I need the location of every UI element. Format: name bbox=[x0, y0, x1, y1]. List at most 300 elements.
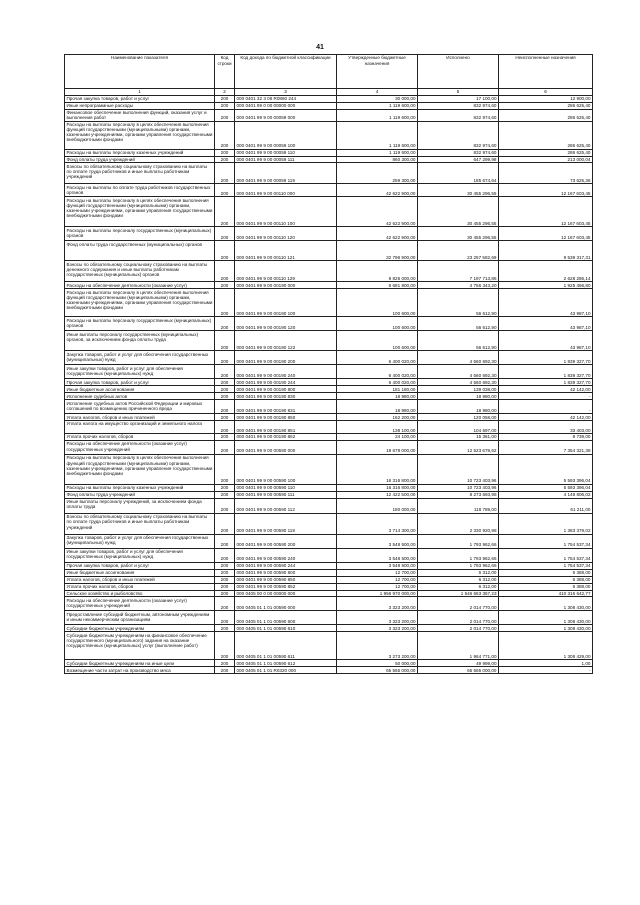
row-approved: 259 300,00 bbox=[337, 163, 418, 184]
table-row bbox=[65, 379, 593, 386]
table-row bbox=[65, 597, 593, 611]
row-executed: 6 312,00 bbox=[418, 583, 499, 590]
row-line-code: 200 bbox=[215, 534, 235, 548]
row-name: Иные непрограммные расходы bbox=[65, 102, 215, 109]
row-name: Взносы по обязательному социальному страхованию на выплаты по оплате труда работников и иные выплаты работникам учреждений bbox=[65, 513, 215, 534]
table-row bbox=[65, 121, 593, 149]
row-unexecuted: 5 593 396,04 bbox=[499, 484, 593, 491]
row-name: Фонд оплаты труда учреждений bbox=[65, 491, 215, 498]
row-unexecuted: 42 142,00 bbox=[499, 386, 593, 393]
row-approved: 100 600,00 bbox=[337, 317, 418, 331]
row-approved: 3 273 200,00 bbox=[337, 632, 418, 660]
row-executed: 65 565 000,00 bbox=[418, 667, 499, 674]
row-unexecuted: 5 593 396,04 bbox=[499, 454, 593, 484]
row-approved: 3 323 200,00 bbox=[337, 597, 418, 611]
row-name: Прочая закупка товаров, работ и услуг bbox=[65, 379, 215, 386]
row-line-code: 200 bbox=[215, 351, 235, 365]
row-budget-code: 000 0401 99 9 00 00590 240 bbox=[235, 548, 337, 562]
row-line-code: 200 bbox=[215, 590, 235, 597]
row-name: Расходы на обеспечение деятельности (оказание услуг) bbox=[65, 282, 215, 289]
row-budget-code: 000 0401 99 9 00 00590 800 bbox=[235, 569, 337, 576]
row-line-code: 200 bbox=[215, 109, 235, 121]
table-row bbox=[65, 197, 593, 227]
table-row bbox=[65, 156, 593, 163]
row-line-code: 200 bbox=[215, 95, 235, 102]
row-line-code: 200 bbox=[215, 379, 235, 386]
header-name: Наименование показателя bbox=[65, 55, 215, 89]
row-approved: 18 980,00 bbox=[337, 393, 418, 400]
row-unexecuted: 410 316 642,77 bbox=[499, 590, 593, 597]
table-row bbox=[65, 590, 593, 597]
row-name: Расходы на выплаты персоналу государственных (муниципальных) органов bbox=[65, 317, 215, 331]
row-executed: 49 999,00 bbox=[418, 660, 499, 667]
row-budget-code: 000 0401 99 9 00 00590 850 bbox=[235, 576, 337, 583]
row-budget-code: 000 0401 99 9 00 00190 122 bbox=[235, 331, 337, 351]
row-budget-code: 000 0401 99 9 00 00590 111 bbox=[235, 491, 337, 498]
row-approved: 3 548 500,00 bbox=[337, 562, 418, 569]
row-budget-code: 000 0401 99 9 00 00059 119 bbox=[235, 163, 337, 184]
row-line-code: 200 bbox=[215, 548, 235, 562]
table-row bbox=[65, 625, 593, 632]
row-unexecuted: 1 308 430,00 bbox=[499, 611, 593, 625]
row-unexecuted: 6 388,00 bbox=[499, 569, 593, 576]
row-executed: 1 964 771,00 bbox=[418, 632, 499, 660]
row-approved: 3 714 300,00 bbox=[337, 513, 418, 534]
row-unexecuted: 286 625,40 bbox=[499, 102, 593, 109]
row-line-code: 200 bbox=[215, 660, 235, 667]
row-executed: 832 974,60 bbox=[418, 149, 499, 156]
row-budget-code: 000 0401 99 9 00 00110 121 bbox=[235, 241, 337, 261]
row-unexecuted: 9 539 317,31 bbox=[499, 241, 593, 261]
row-budget-code: 000 0401 99 9 00 00590 244 bbox=[235, 562, 337, 569]
row-executed: 15 361,00 bbox=[418, 434, 499, 441]
row-line-code: 200 bbox=[215, 491, 235, 498]
row-unexecuted: 1 383 379,02 bbox=[499, 513, 593, 534]
row-executed: 4 560 692,30 bbox=[418, 351, 499, 365]
table-row bbox=[65, 102, 593, 109]
row-unexecuted: 1 839 327,70 bbox=[499, 351, 593, 365]
row-name: Иные выплаты персоналу государственных (муниципальных) органов, за исключением фонда оплаты труда bbox=[65, 331, 215, 351]
row-line-code: 200 bbox=[215, 569, 235, 576]
row-budget-code: 000 0401 99 9 00 00190 200 bbox=[235, 351, 337, 365]
row-line-code: 200 bbox=[215, 365, 235, 379]
row-approved: 65 565 000,00 bbox=[337, 667, 418, 674]
row-name: Расходы на выплаты персоналу в целях обеспечения выполнения функций государственными (муниципальными) органами, казенными учреждениями, органами управления государственными внебюджетными фондами bbox=[65, 197, 215, 227]
row-line-code: 200 bbox=[215, 331, 235, 351]
row-approved: 12 700,00 bbox=[337, 576, 418, 583]
table-row bbox=[65, 365, 593, 379]
column-index: 5 bbox=[418, 88, 499, 95]
row-line-code: 200 bbox=[215, 386, 235, 393]
row-approved: 19 678 000,00 bbox=[337, 440, 418, 454]
row-executed: 118 789,00 bbox=[418, 498, 499, 513]
row-unexecuted: 4 148 806,02 bbox=[499, 491, 593, 498]
row-line-code: 200 bbox=[215, 261, 235, 282]
column-index-row bbox=[65, 88, 593, 95]
row-approved: 50 000,00 bbox=[337, 660, 418, 667]
row-unexecuted: 1 839 327,70 bbox=[499, 365, 593, 379]
row-name: Взносы по обязательному социальному страхованию на выплаты денежного содержания и иные выплаты работникам государственных (муниципальных) органов bbox=[65, 261, 215, 282]
header-line-code: Код строки bbox=[215, 55, 235, 89]
row-budget-code: 000 0401 32 3 06 R0860 244 bbox=[235, 95, 337, 102]
table-row bbox=[65, 149, 593, 156]
row-line-code: 200 bbox=[215, 102, 235, 109]
row-executed: 12 523 678,62 bbox=[418, 440, 499, 454]
row-budget-code: 000 0401 99 9 00 00110 129 bbox=[235, 261, 337, 282]
row-unexecuted: 1 308 430,00 bbox=[499, 625, 593, 632]
row-executed: 1 793 962,66 bbox=[418, 562, 499, 569]
row-unexecuted: 2 628 286,14 bbox=[499, 261, 593, 282]
table-row bbox=[65, 109, 593, 121]
row-line-code: 200 bbox=[215, 611, 235, 625]
row-budget-code: 000 0401 99 9 00 00059 111 bbox=[235, 156, 337, 163]
row-executed: 56 612,90 bbox=[418, 289, 499, 317]
row-executed: 2 014 770,00 bbox=[418, 611, 499, 625]
table-row bbox=[65, 660, 593, 667]
page-number: 41 bbox=[316, 44, 324, 51]
row-line-code: 200 bbox=[215, 156, 235, 163]
table-row bbox=[65, 440, 593, 454]
row-name: Субсидии бюджетным учреждениям на иные цели bbox=[65, 660, 215, 667]
row-unexecuted: 8 739,00 bbox=[499, 434, 593, 441]
row-approved: 1 119 600,00 bbox=[337, 149, 418, 156]
row-executed: 185 674,64 bbox=[418, 163, 499, 184]
row-name: Исполнение судебных актов bbox=[65, 393, 215, 400]
row-unexecuted: 43 987,10 bbox=[499, 317, 593, 331]
table-row bbox=[65, 534, 593, 548]
row-budget-code: 000 0401 99 9 00 00190 800 bbox=[235, 386, 337, 393]
row-executed: 1 793 962,66 bbox=[418, 548, 499, 562]
row-approved: 100 600,00 bbox=[337, 331, 418, 351]
row-unexecuted: 6 388,00 bbox=[499, 576, 593, 583]
row-name: Расходы на выплаты персоналу казенных учреждений bbox=[65, 149, 215, 156]
table-header-row bbox=[65, 55, 593, 89]
table-row bbox=[65, 632, 593, 660]
row-line-code: 200 bbox=[215, 597, 235, 611]
row-unexecuted: 12 167 603,45 bbox=[499, 227, 593, 241]
table-row bbox=[65, 583, 593, 590]
row-approved: 1 119 600,00 bbox=[337, 121, 418, 149]
row-budget-code: 000 0405 00 0 00 00000 000 bbox=[235, 590, 337, 597]
row-approved: 3 323 200,00 bbox=[337, 625, 418, 632]
row-line-code: 200 bbox=[215, 667, 235, 674]
row-budget-code: 000 0401 99 9 00 00110 120 bbox=[235, 227, 337, 241]
column-index: 1 bbox=[65, 88, 215, 95]
column-index: 3 bbox=[235, 88, 337, 95]
table-row bbox=[65, 454, 593, 484]
column-index: 6 bbox=[499, 88, 593, 95]
row-name: Расходы на выплаты персоналу казенных учреждений bbox=[65, 484, 215, 491]
row-unexecuted: - bbox=[499, 667, 593, 674]
row-name: Фонд оплаты труда государственных (муниципальных) органов bbox=[65, 241, 215, 261]
row-budget-code: 000 0401 99 9 00 00590 200 bbox=[235, 534, 337, 548]
row-executed: 10 723 403,96 bbox=[418, 484, 499, 491]
row-name: Расходы на выплаты персоналу в целях обеспечения выполнения функций государственными (муниципальными) органами, казенными учреждениями, органами управления государственными внебюджетными фондами bbox=[65, 454, 215, 484]
table-row bbox=[65, 434, 593, 441]
row-executed: 8 273 693,98 bbox=[418, 491, 499, 498]
row-unexecuted: 1 308 429,00 bbox=[499, 632, 593, 660]
row-approved: 860 300,00 bbox=[337, 156, 418, 163]
row-approved: 1 956 970 000,00 bbox=[337, 590, 418, 597]
row-executed: 10 723 403,96 bbox=[418, 454, 499, 484]
row-name: Субсидии бюджетным учреждениям на финансовое обеспечение государственного (муниципального) задания на оказание государственных (муниципальных) услуг (выполнение работ) bbox=[65, 632, 215, 660]
row-executed: 6 312,00 bbox=[418, 576, 499, 583]
row-budget-code: 000 0401 99 9 00 00059 110 bbox=[235, 149, 337, 156]
table-row bbox=[65, 548, 593, 562]
row-name: Иные закупки товаров, работ и услуг для обеспечения государственных (муниципальных) нужд bbox=[65, 365, 215, 379]
row-name: Иные закупки товаров, работ и услуг для обеспечения государственных (муниципальных) нужд bbox=[65, 548, 215, 562]
row-executed: 647 299,98 bbox=[418, 156, 499, 163]
row-unexecuted: - bbox=[499, 393, 593, 400]
row-executed: 23 257 582,69 bbox=[418, 241, 499, 261]
row-unexecuted: 1 925 456,80 bbox=[499, 282, 593, 289]
row-unexecuted: 42 142,00 bbox=[499, 414, 593, 421]
row-budget-code: 000 0405 01 1 01 00590 612 bbox=[235, 660, 337, 667]
row-unexecuted: 12 167 603,45 bbox=[499, 197, 593, 227]
row-line-code: 200 bbox=[215, 440, 235, 454]
row-approved: 180 000,00 bbox=[337, 498, 418, 513]
row-name: Исполнение судебных актов Российской Федерации и мировых соглашений по возмещению причиненного вреда bbox=[65, 400, 215, 414]
row-executed: 1 546 653 357,23 bbox=[418, 590, 499, 597]
row-approved: 16 316 800,00 bbox=[337, 454, 418, 484]
row-executed: 104 697,00 bbox=[418, 421, 499, 434]
row-line-code: 200 bbox=[215, 317, 235, 331]
column-index: 4 bbox=[337, 88, 418, 95]
row-unexecuted: 1 754 537,34 bbox=[499, 548, 593, 562]
header-budget-code: Код дохода по бюджетной классификации bbox=[235, 55, 337, 89]
row-executed: 17 100,00 bbox=[418, 95, 499, 102]
row-unexecuted: 61 211,00 bbox=[499, 498, 593, 513]
table-row bbox=[65, 498, 593, 513]
row-approved: 100 600,00 bbox=[337, 289, 418, 317]
row-name: Иные выплаты персоналу учреждений, за исключением фонда оплаты труда bbox=[65, 498, 215, 513]
table-row bbox=[65, 95, 593, 102]
row-line-code: 200 bbox=[215, 197, 235, 227]
table-row bbox=[65, 351, 593, 365]
row-line-code: 200 bbox=[215, 414, 235, 421]
row-approved: 162 200,00 bbox=[337, 414, 418, 421]
row-unexecuted: 1 754 537,34 bbox=[499, 562, 593, 569]
row-unexecuted: 43 987,10 bbox=[499, 289, 593, 317]
table-row bbox=[65, 282, 593, 289]
row-executed: 30 455 296,55 bbox=[418, 184, 499, 197]
row-approved: 12 700,00 bbox=[337, 569, 418, 576]
row-line-code: 200 bbox=[215, 434, 235, 441]
row-line-code: 200 bbox=[215, 632, 235, 660]
row-line-code: 200 bbox=[215, 289, 235, 317]
row-line-code: 200 bbox=[215, 484, 235, 491]
row-name: Расходы на выплаты персоналу в целях обеспечения выполнения функций государственными (муниципальными) органами, казенными учреждениями, органами управления государственными внебюджетными фондами bbox=[65, 121, 215, 149]
table-row bbox=[65, 241, 593, 261]
row-approved: 42 622 900,00 bbox=[337, 184, 418, 197]
row-budget-code: 000 0401 99 9 00 00590 000 bbox=[235, 440, 337, 454]
table-row bbox=[65, 491, 593, 498]
row-executed: 2 014 770,00 bbox=[418, 625, 499, 632]
row-line-code: 200 bbox=[215, 149, 235, 156]
row-line-code: 200 bbox=[215, 400, 235, 414]
row-executed: 832 974,60 bbox=[418, 102, 499, 109]
row-budget-code: 000 0401 99 9 00 00110 100 bbox=[235, 197, 337, 227]
row-unexecuted: 6 388,00 bbox=[499, 583, 593, 590]
table-row bbox=[65, 484, 593, 491]
table-row bbox=[65, 667, 593, 674]
row-name: Иные бюджетные ассигнования bbox=[65, 386, 215, 393]
row-budget-code: 000 0401 99 9 00 00190 100 bbox=[235, 289, 337, 317]
row-executed: 120 058,00 bbox=[418, 414, 499, 421]
row-executed: 18 980,00 bbox=[418, 393, 499, 400]
budget-execution-table bbox=[64, 54, 593, 674]
row-budget-code: 000 0401 99 0 00 00000 000 bbox=[235, 102, 337, 109]
row-name: Расходы на выплаты по оплате труда работников государственных органов bbox=[65, 184, 215, 197]
row-line-code: 200 bbox=[215, 498, 235, 513]
row-executed: 832 974,60 bbox=[418, 121, 499, 149]
row-approved: 1 119 600,00 bbox=[337, 109, 418, 121]
table-row bbox=[65, 414, 593, 421]
row-approved: 12 700,00 bbox=[337, 583, 418, 590]
row-budget-code: 000 0401 99 9 00 00190 120 bbox=[235, 317, 337, 331]
row-budget-code: 000 0401 99 9 00 00190 851 bbox=[235, 421, 337, 434]
row-approved: 1 119 600,00 bbox=[337, 102, 418, 109]
table-row bbox=[65, 386, 593, 393]
row-line-code: 200 bbox=[215, 121, 235, 149]
row-name: Возмещение части затрат на производство мяса bbox=[65, 667, 215, 674]
row-approved: 3 323 200,00 bbox=[337, 611, 418, 625]
row-unexecuted: 213 000,04 bbox=[499, 156, 593, 163]
row-budget-code: 000 0401 99 9 00 00059 000 bbox=[235, 109, 337, 121]
table-row bbox=[65, 400, 593, 414]
header-approved: Утвержденные бюджетные назначения bbox=[337, 55, 418, 89]
row-executed: 56 612,90 bbox=[418, 331, 499, 351]
header-unexecuted: Неисполненные назначения bbox=[499, 55, 593, 89]
row-unexecuted: 1 754 537,34 bbox=[499, 534, 593, 548]
header-executed: Исполнено bbox=[418, 55, 499, 89]
row-executed: 139 038,00 bbox=[418, 386, 499, 393]
row-executed: 1 793 962,66 bbox=[418, 534, 499, 548]
table-row bbox=[65, 569, 593, 576]
row-name: Уплата налогов, сборов и иных платежей bbox=[65, 414, 215, 421]
row-executed: 2 014 770,00 bbox=[418, 597, 499, 611]
row-unexecuted: 286 625,40 bbox=[499, 109, 593, 121]
row-name: Расходы на выплаты персоналу государственных (муниципальных) органов bbox=[65, 227, 215, 241]
row-budget-code: 000 0405 01 1 01 00590 611 bbox=[235, 632, 337, 660]
table-row bbox=[65, 562, 593, 569]
row-approved: 16 316 800,00 bbox=[337, 484, 418, 491]
row-name: Взносы по обязательному социальному страхованию на выплаты по оплате труда работников и иные выплаты работникам учреждений bbox=[65, 163, 215, 184]
row-budget-code: 000 0405 01 1 01 00590 610 bbox=[235, 625, 337, 632]
row-unexecuted: 7 354 321,38 bbox=[499, 440, 593, 454]
row-name: Финансовое обеспечение выполнения функций, оказания услуг и выполнения работ bbox=[65, 109, 215, 121]
row-line-code: 200 bbox=[215, 454, 235, 484]
row-approved: 6 400 020,00 bbox=[337, 365, 418, 379]
row-unexecuted: 1 308 430,00 bbox=[499, 597, 593, 611]
row-name: Уплата прочих налогов, сборов bbox=[65, 434, 215, 441]
table-body bbox=[65, 95, 593, 674]
row-budget-code: 000 0401 99 9 00 00190 240 bbox=[235, 365, 337, 379]
row-approved: 42 622 900,00 bbox=[337, 227, 418, 241]
row-budget-code: 000 0401 99 9 00 00590 110 bbox=[235, 484, 337, 491]
table-row bbox=[65, 163, 593, 184]
row-budget-code: 000 0401 99 9 00 00590 852 bbox=[235, 583, 337, 590]
row-name: Предоставление субсидий бюджетным, автономным учреждениям и иным некоммерческим организациям bbox=[65, 611, 215, 625]
row-budget-code: 000 0401 99 9 00 00190 852 bbox=[235, 434, 337, 441]
table-row bbox=[65, 421, 593, 434]
row-approved: 30 000,00 bbox=[337, 95, 418, 102]
row-line-code: 200 bbox=[215, 513, 235, 534]
table-row bbox=[65, 289, 593, 317]
row-budget-code: 000 0401 99 9 00 00190 830 bbox=[235, 393, 337, 400]
row-name: Закупка товаров, работ и услуг для обеспечения государственных (муниципальных) нужд bbox=[65, 534, 215, 548]
row-approved: 181 180,00 bbox=[337, 386, 418, 393]
row-budget-code: 000 0401 99 9 00 00059 100 bbox=[235, 121, 337, 149]
row-line-code: 200 bbox=[215, 282, 235, 289]
table-row bbox=[65, 261, 593, 282]
row-line-code: 200 bbox=[215, 576, 235, 583]
row-budget-code: 000 0405 01 1 01 R0320 000 bbox=[235, 667, 337, 674]
row-executed: 832 974,60 bbox=[418, 109, 499, 121]
row-approved: 9 826 000,00 bbox=[337, 261, 418, 282]
row-approved: 24 100,00 bbox=[337, 434, 418, 441]
row-approved: 138 100,00 bbox=[337, 421, 418, 434]
row-line-code: 200 bbox=[215, 421, 235, 434]
table-row bbox=[65, 227, 593, 241]
row-budget-code: 000 0401 99 9 00 00590 112 bbox=[235, 498, 337, 513]
row-unexecuted: 43 987,10 bbox=[499, 331, 593, 351]
table-row bbox=[65, 513, 593, 534]
row-budget-code: 000 0401 99 9 00 00590 100 bbox=[235, 454, 337, 484]
row-unexecuted: 73 625,36 bbox=[499, 163, 593, 184]
row-name: Уплата прочих налогов, сборов bbox=[65, 583, 215, 590]
row-approved: 3 548 500,00 bbox=[337, 548, 418, 562]
row-approved: 18 980,00 bbox=[337, 400, 418, 414]
row-approved: 42 622 900,00 bbox=[337, 197, 418, 227]
row-executed: 56 612,90 bbox=[418, 317, 499, 331]
row-unexecuted: 12 900,00 bbox=[499, 95, 593, 102]
row-budget-code: 000 0401 99 9 00 00190 831 bbox=[235, 400, 337, 414]
row-executed: 6 312,00 bbox=[418, 569, 499, 576]
row-line-code: 200 bbox=[215, 562, 235, 569]
row-name: Уплата налогов, сборов и иных платежей bbox=[65, 576, 215, 583]
row-name: Субсидии бюджетным учреждениям bbox=[65, 625, 215, 632]
row-line-code: 200 bbox=[215, 184, 235, 197]
row-executed: 7 197 713,86 bbox=[418, 261, 499, 282]
row-budget-code: 000 0401 99 9 00 00190 850 bbox=[235, 414, 337, 421]
row-executed: 4 560 692,30 bbox=[418, 379, 499, 386]
row-line-code: 200 bbox=[215, 163, 235, 184]
table-row bbox=[65, 331, 593, 351]
table-row bbox=[65, 317, 593, 331]
row-name: Фонд оплаты труда учреждений bbox=[65, 156, 215, 163]
row-name: Закупка товаров, работ и услуг для обеспечения государственных (муниципальных) нужд bbox=[65, 351, 215, 365]
row-approved: 6 400 020,00 bbox=[337, 379, 418, 386]
row-name: Уплата налога на имущество организаций и земельного налога bbox=[65, 421, 215, 434]
row-line-code: 200 bbox=[215, 227, 235, 241]
table-row bbox=[65, 184, 593, 197]
row-budget-code: 000 0405 01 1 01 00590 000 bbox=[235, 597, 337, 611]
row-budget-code: 000 0401 99 9 00 00190 244 bbox=[235, 379, 337, 386]
table-row bbox=[65, 611, 593, 625]
table-row bbox=[65, 393, 593, 400]
row-approved: 6 400 020,00 bbox=[337, 351, 418, 365]
row-unexecuted: 33 403,00 bbox=[499, 421, 593, 434]
row-unexecuted: 1,00 bbox=[499, 660, 593, 667]
row-approved: 32 796 900,00 bbox=[337, 241, 418, 261]
row-unexecuted: 12 167 603,45 bbox=[499, 184, 593, 197]
row-budget-code: 000 0405 01 1 01 00590 600 bbox=[235, 611, 337, 625]
row-executed: 4 560 692,30 bbox=[418, 365, 499, 379]
column-index: 2 bbox=[215, 88, 235, 95]
row-unexecuted: - bbox=[499, 400, 593, 414]
row-executed: 2 330 920,98 bbox=[418, 513, 499, 534]
